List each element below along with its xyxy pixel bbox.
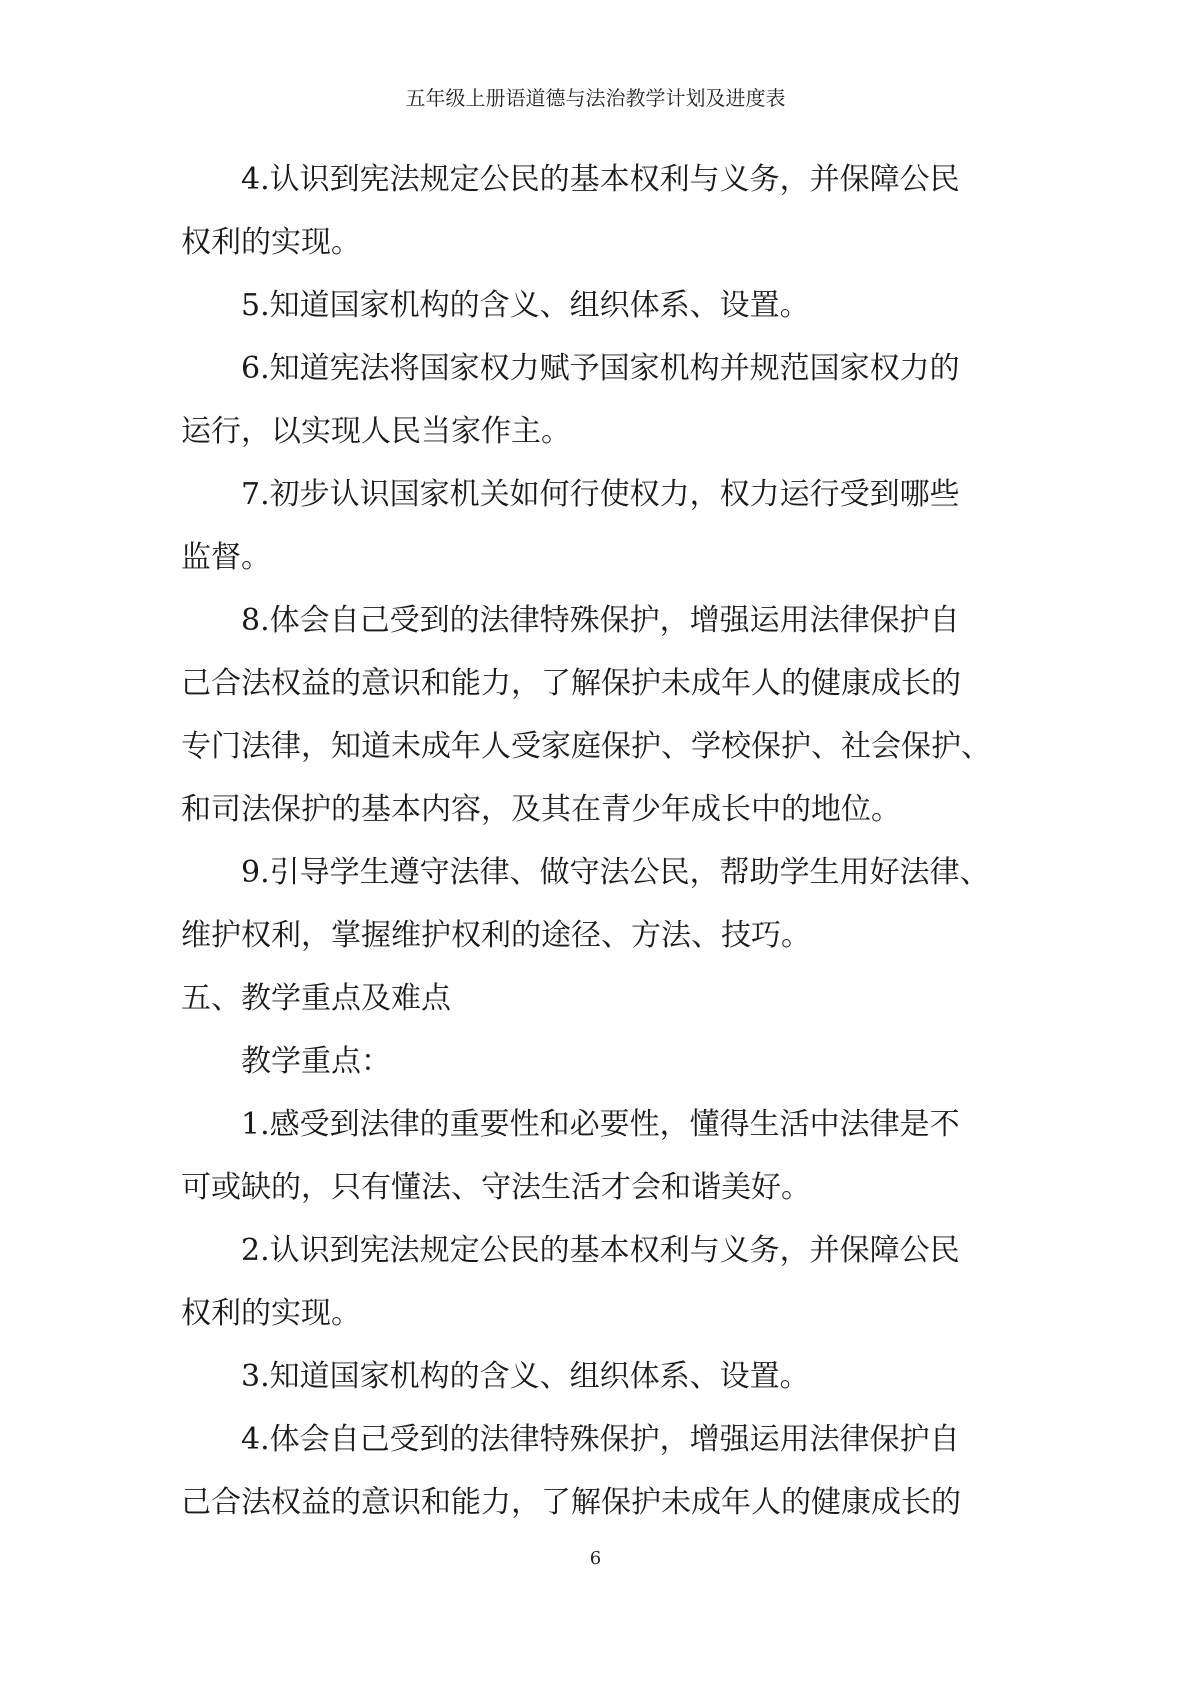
paragraph-line: 9.引导学生遵守法律、做守法公民，帮助学生用好法律、 — [241, 855, 990, 890]
paragraph-line: 维护权利，掌握维护权利的途径、方法、技巧。 — [181, 918, 811, 953]
paragraph-line: 己合法权益的意识和能力，了解保护未成年人的健康成长的 — [181, 1485, 961, 1520]
paragraph-line: 6.知道宪法将国家权力赋予国家机构并规范国家权力的 — [241, 351, 960, 386]
document-body — [181, 148, 1019, 1534]
paragraph-line: 3.知道国家机构的含义、组织体系、设置。 — [241, 1359, 810, 1394]
paragraph-line: 5.知道国家机构的含义、组织体系、设置。 — [241, 288, 810, 323]
paragraph-line: 权利的实现。 — [181, 1296, 361, 1331]
paragraph-line: 4.体会自己受到的法律特殊保护，增强运用法律保护自 — [241, 1422, 960, 1457]
section-heading: 五、教学重点及难点 — [181, 981, 451, 1016]
paragraph-line: 4.认识到宪法规定公民的基本权利与义务，并保障公民 — [241, 162, 960, 197]
paragraph-line: 8.体会自己受到的法律特殊保护，增强运用法律保护自 — [241, 603, 960, 638]
paragraph-line: 权利的实现。 — [181, 225, 361, 260]
paragraph-line: 己合法权益的意识和能力，了解保护未成年人的健康成长的 — [181, 666, 961, 701]
page-number: 6 — [589, 1548, 602, 1569]
paragraph-line: 监督。 — [181, 540, 271, 575]
subsection-heading: 教学重点： — [241, 1044, 391, 1079]
paragraph-line: 7.初步认识国家机关如何行使权力，权力运行受到哪些 — [241, 477, 960, 512]
paragraph-line: 专门法律，知道未成年人受家庭保护、学校保护、社会保护、 — [181, 729, 991, 764]
paragraph-line: 2.认识到宪法规定公民的基本权利与义务，并保障公民 — [241, 1233, 960, 1268]
paragraph-line: 可或缺的，只有懂法、守法生活才会和谐美好。 — [181, 1170, 811, 1205]
page-header-title: 五年级上册语道德与法治教学计划及进度表 — [405, 86, 786, 110]
paragraph-line: 和司法保护的基本内容，及其在青少年成长中的地位。 — [181, 792, 901, 827]
paragraph-line: 1.感受到法律的重要性和必要性，懂得生活中法律是不 — [241, 1107, 960, 1142]
paragraph-line: 运行，以实现人民当家作主。 — [181, 414, 571, 449]
